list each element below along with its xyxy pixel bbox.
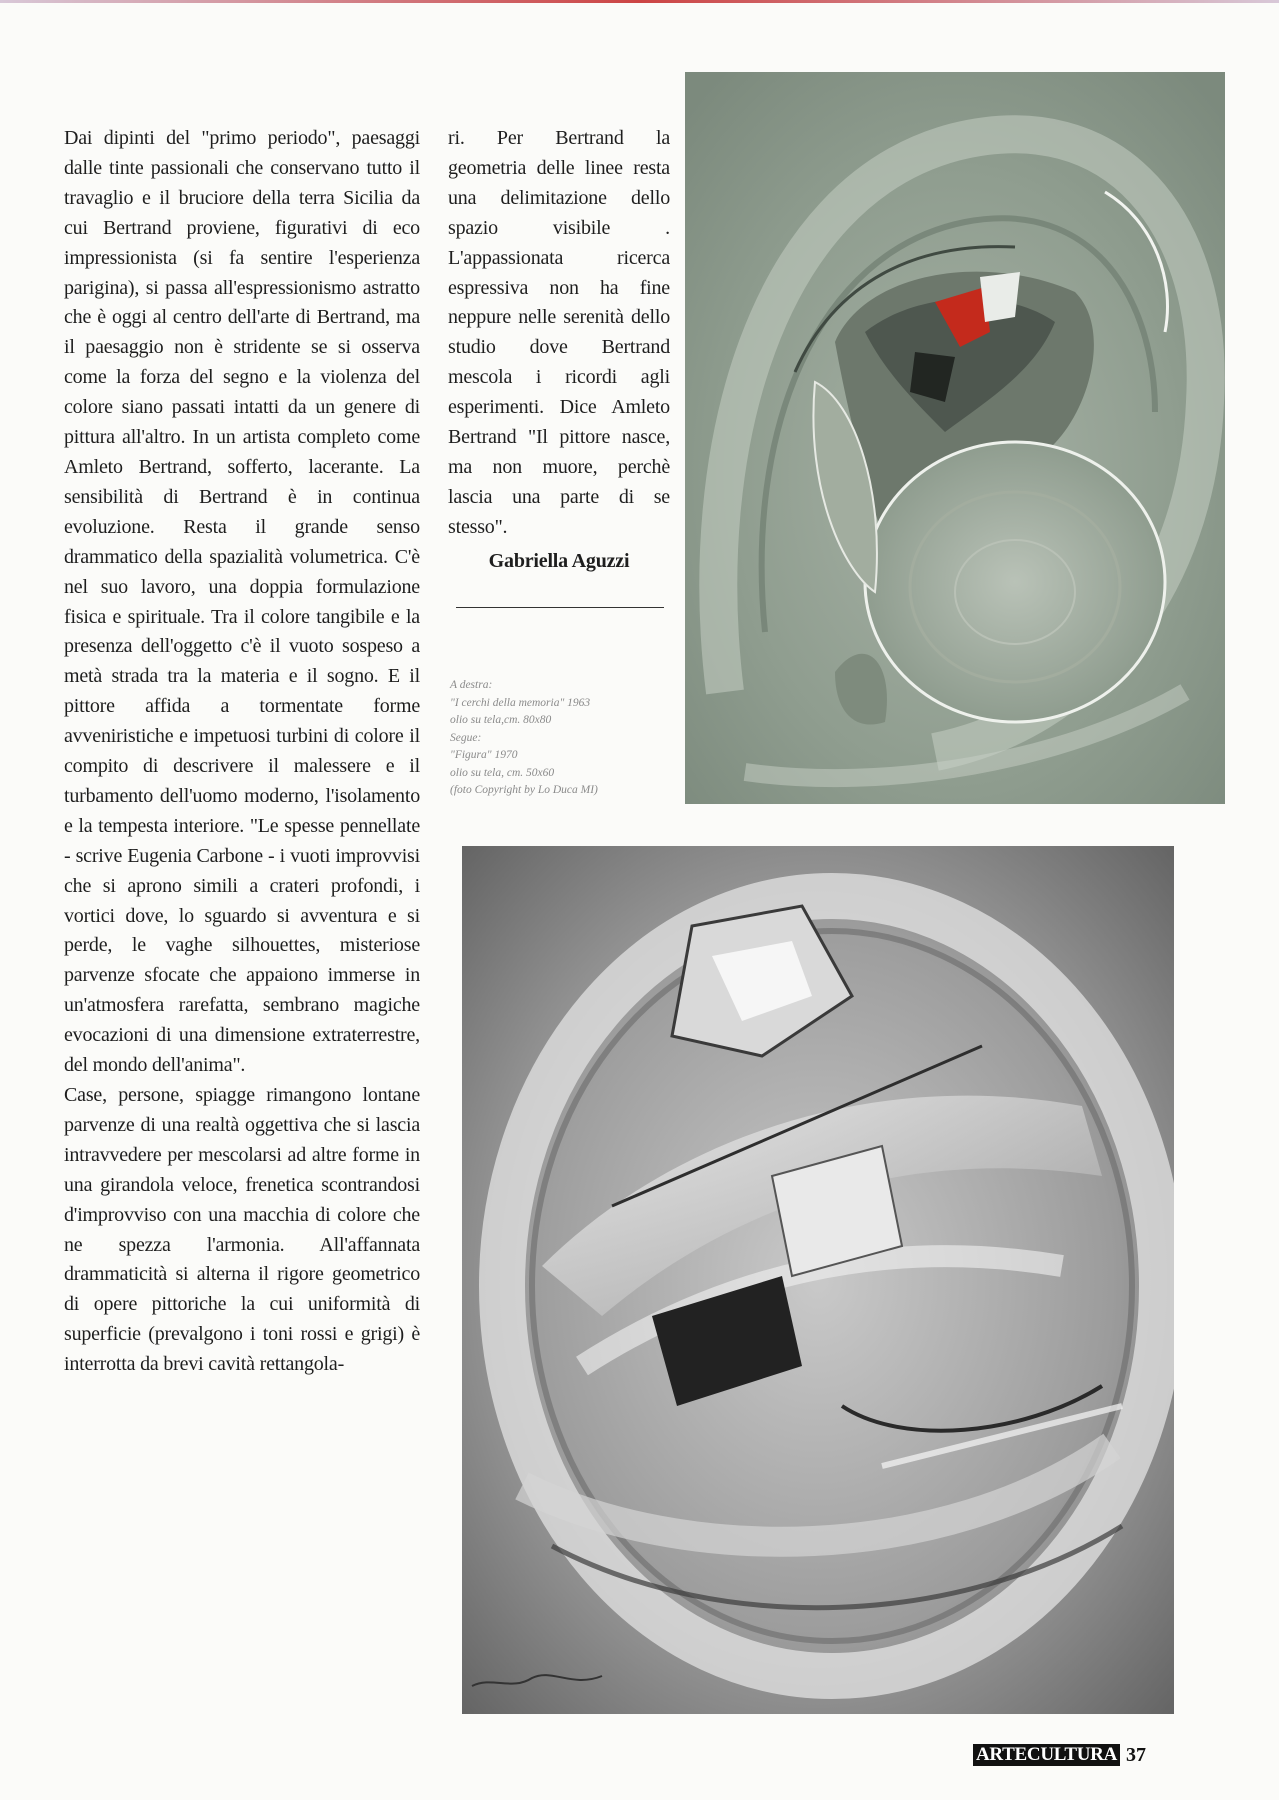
article-middle-column <box>448 124 670 608</box>
paragraph-1: Dai dipinti del "primo periodo", paesaggi dalle tinte passionali che conservano tutto il travaglio e il bruciore della terra Sicilia da cui Bertrand proviene, figurativi di eco impressionista (si fa sentire l'esperienza parigina), si passa all'espressionismo astratto che è oggi al centro dell'arte di Bertrand, ma il paesaggio non è stridente se si osserva come la forza del segno e la violenza del colore siano passati intatti da un genere di pittura all'altro. In un artista completo come Amleto Bertrand, sofferto, lacerante. La sensibilità di Bertrand è in continua evoluzione. Resta il grande senso drammatico della spazialità volumetrica. C'è nel suo lavoro, una doppia formulazione fisica e spirituale. Tra il colore tangibile e la presenza dell'oggetto c'è il vuoto sospeso a metà strada tra la materia e il sogno. E il pittore affida a tormentate forme avveniristiche e impetuosi turbini di colore il compito di descrivere il malessere e il turbamento dell'uomo moderno, l'isolamento e la tempesta interiore. "Le spesse pennellate - scrive Eugenia Carbone - i vuoti improvvisi che si aprono simili a crateri profondi, i vortici dove, lo sguardo si avventura e si perde, le vaghe silhouettes, misteriose parvenze sfocate che appaiono immerse in un'atmosfera rarefatta, sembrano magiche evocazioni di una dimensione extraterrestre, del mondo dell'anima". <box>64 127 420 1077</box>
page-number: 37 <box>1126 1743 1147 1766</box>
paragraph-2: Case, persone, spiagge rimangono lontane parvenze di una realtà oggettiva che si lascia intravvedere per mescolarsi ad altre forme in una girandola veloce, frenetica scontrandosi d'improvviso con una macchia di colore che ne spezza l'armonia. All'affannata drammaticità si alterna il rigore geometrico di opere pittoriche la cui uniformità di superficie (prevalgono i toni rossi e grigi) è interrotta da brevi cavità rettangola- <box>64 1084 420 1376</box>
painting-top-art <box>685 72 1225 804</box>
top-edge-line <box>0 0 1279 3</box>
paragraph-3: ri. Per Bertrand la geometria delle linee resta una delimitazione dello spazio visibile . L'appassionata ricerca espressiva non ha fine neppure nelle serenità dello studio dove Bertrand mescola i ricordi agli esperimenti. Dice Amleto Bertrand "Il pittore nasce, ma non muore, perchè lascia una parte di se stesso". <box>448 127 670 538</box>
painting-bottom-art <box>462 846 1174 1714</box>
caption-line: Segue: <box>450 731 482 744</box>
image-caption <box>450 677 670 800</box>
caption-line: A destra: <box>450 679 493 691</box>
caption-line: olio su tela,cm. 80x80 <box>450 714 552 726</box>
caption-line: "I cerchi della memoria" 1963 <box>450 696 591 709</box>
page-footer <box>973 1744 1146 1766</box>
painting-figura <box>462 846 1174 1714</box>
author-signature: Gabriella Aguzzi <box>488 549 630 572</box>
painting-i-cerchi-della-memoria <box>685 72 1225 804</box>
caption-line: olio su tela, cm. 50x60 <box>450 766 555 779</box>
caption-line: (foto Copyright by Lo Duca MI) <box>450 784 598 796</box>
article-left-column <box>64 124 420 1380</box>
author-divider <box>456 607 664 608</box>
magazine-brand: ARTECULTURA <box>973 1744 1120 1766</box>
caption-line: "Figura" 1970 <box>450 749 518 761</box>
